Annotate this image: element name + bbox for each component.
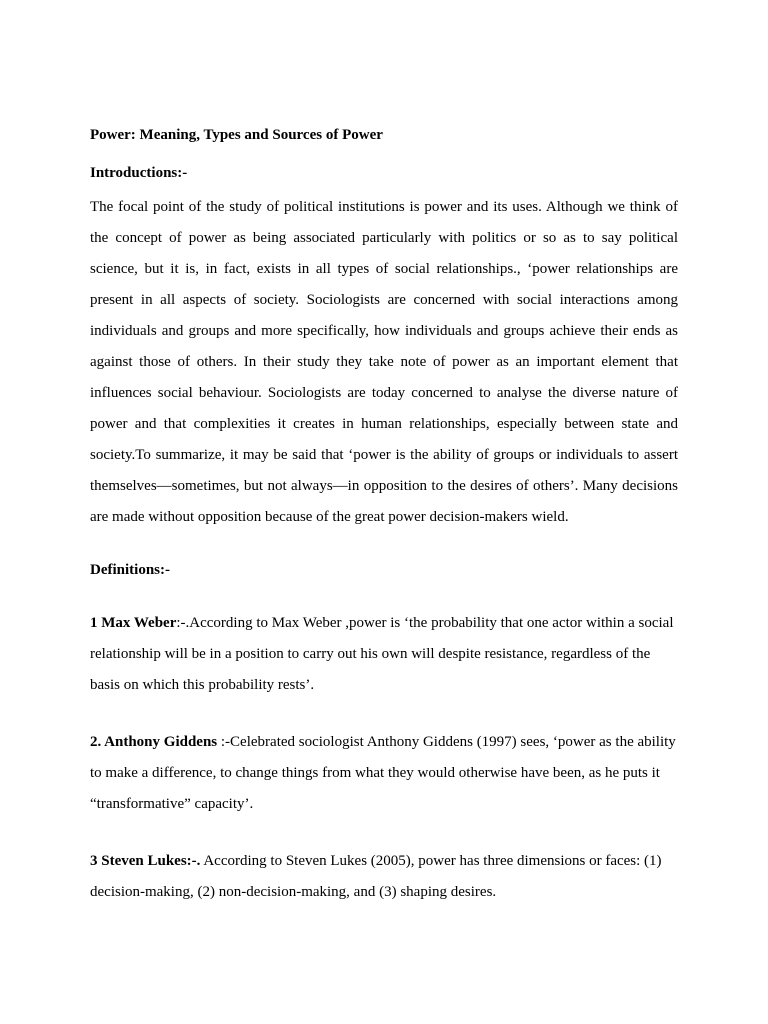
- definition-label: 1 Max Weber: [90, 615, 177, 631]
- definition-text: :-.According to Max Weber ,power is ‘the probability that one actor within a social relationship will be in a position to carry out his own will despite resistance, regardless of the basis on which this probability rests’.: [90, 615, 674, 693]
- introduction-heading: Introductions:-: [90, 165, 188, 181]
- definition-text: :-Celebrated sociologist Anthony Giddens (1997) sees, ‘power as the ability to make a difference, to change things from what they would otherwise have been, as he puts it “transformative” capacity’.: [90, 734, 676, 812]
- definition-steven-lukes: [90, 846, 678, 908]
- document-body: [90, 123, 678, 908]
- document-title: Power: Meaning, Types and Sources of Power: [90, 127, 383, 143]
- definition-max-weber: [90, 608, 678, 701]
- definition-text: According to Steven Lukes (2005), power has three dimensions or faces: (1) decision-making, (2) non-decision-making, and (3) shaping desires.: [90, 853, 662, 900]
- introduction-paragraph: The focal point of the study of political institutions is power and its uses. Although we think of the concept of power as being associated particularly with politics or so as to say political science, but it is, in fact, exists in all types of social relationships., ‘power relationships are present in all aspects of society. Sociologists are concerned with social interactions among individuals and groups and more specifically, how individuals and groups achieve their ends as against those of others. In their study they take note of power as an important element that influences social behaviour. Sociologists are today concerned to analyse the diverse nature of power and that complexities it creates in human relationships, especially between state and society.To summarize, it may be said that ‘power is the ability of groups or individuals to assert themselves—sometimes, but not always—in opposition to the desires of others’. Many decisions are made without opposition because of the great power decision-makers wield.: [90, 199, 678, 525]
- definitions-heading: Definitions:-: [90, 562, 170, 578]
- definition-anthony-giddens: [90, 727, 678, 820]
- definition-label: 3 Steven Lukes:-.: [90, 853, 201, 869]
- definition-label: 2. Anthony Giddens: [90, 734, 218, 750]
